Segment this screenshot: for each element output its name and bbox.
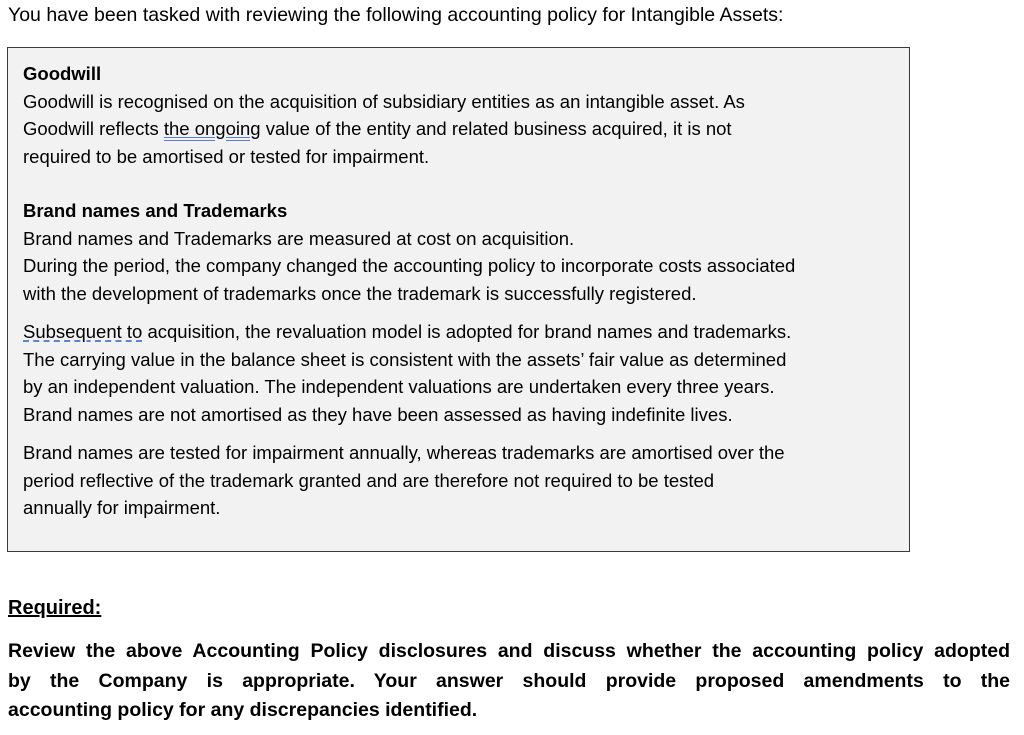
brand-p2-line-1 xyxy=(23,318,894,346)
goodwill-heading: Goodwill xyxy=(23,63,102,84)
brand-heading: Brand names and Trademarks xyxy=(23,200,288,221)
goodwill-line-3: required to be amortised or tested for impairment. xyxy=(23,145,430,167)
brand-p2-line-3: by an independent valuation. The independent valuations are undertaken every three years. xyxy=(23,376,775,397)
goodwill-line-2 xyxy=(23,115,894,143)
brand-paragraph-3 xyxy=(23,439,894,522)
spacer xyxy=(23,307,894,318)
brand-p2-line-2: The carrying value in the balance sheet is consistent with the assets’ fair value as determined xyxy=(23,348,787,370)
required-text xyxy=(8,637,1010,726)
brand-p2-line-1-end: acquisition, the revaluation model is adopted for brand names and trademarks. xyxy=(142,321,792,342)
intro-text: You have been tasked with reviewing the following accounting policy for Intangible Assets: xyxy=(8,4,784,26)
brand-paragraph-2 xyxy=(23,318,894,428)
brand-p1-line-3: with the development of trademarks once the trademark is successfully registered. xyxy=(23,282,697,304)
brand-p1-line-1: Brand names and Trademarks are measured at cost on acquisition. xyxy=(23,227,575,249)
spacer xyxy=(23,428,894,439)
required-line-2: by the Company is appropriate. Your answer should provide proposed amendments to the xyxy=(8,669,1010,692)
brand-p3-line-2: period reflective of the trademark granted and are therefore not required to be tested xyxy=(23,469,715,491)
policy-box xyxy=(7,47,910,552)
goodwill-line-2-end: value of the entity and related business acquired, it is not xyxy=(260,118,732,139)
brand-p3-line-1: Brand names are tested for impairment annually, whereas trademarks are amortised over the xyxy=(23,442,785,463)
required-heading: Required: xyxy=(8,597,102,619)
required-line-1: Review the above Accounting Policy disclosures and discuss whether the accounting policy adopted xyxy=(8,640,1010,662)
brand-p1-line-2: During the period, the company changed the accounting policy to incorporate costs associated xyxy=(23,255,796,276)
goodwill-paragraph xyxy=(23,88,894,171)
goodwill-line-2-start: Goodwill reflects xyxy=(23,118,164,139)
brand-p3-line-3: annually for impairment. xyxy=(23,497,221,518)
goodwill-line-1: Goodwill is recognised on the acquisition of subsidiary entities as an intangible asset. As xyxy=(23,90,745,112)
brand-paragraph-1 xyxy=(23,225,894,308)
proofing-mark-subsequent-to[interactable]: Subsequent to xyxy=(23,321,143,342)
required-line-3: accounting policy for any discrepancies identified. xyxy=(8,699,478,721)
proofing-mark-the-ongoing[interactable]: the ongoing xyxy=(163,118,261,139)
brand-p2-line-4: Brand names are not amortised as they have been assessed as having indefinite lives. xyxy=(23,403,733,425)
spacer xyxy=(23,170,894,197)
